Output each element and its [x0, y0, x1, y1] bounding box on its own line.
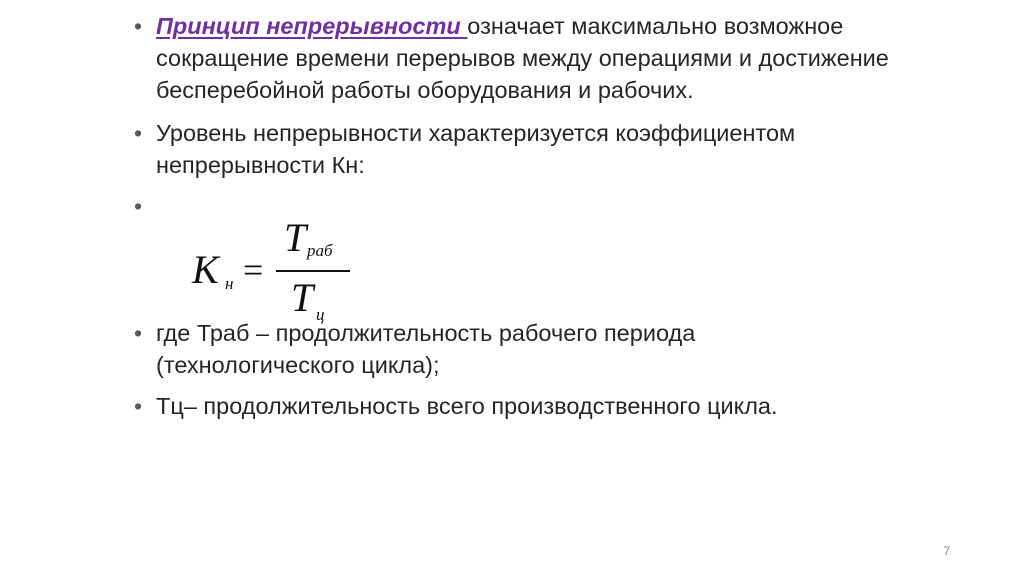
bullet-continuity-level: [134, 117, 894, 181]
formula-numerator-symbol: T: [284, 215, 307, 260]
formula-denominator-subscript: ц: [316, 305, 325, 324]
formula-fraction-bar: [276, 270, 350, 272]
continuity-coefficient-formula: [192, 215, 362, 328]
bullet-list: [134, 10, 894, 422]
page-number: 7: [943, 544, 950, 558]
bullet-continuity-principle: [134, 10, 894, 106]
term-continuity-principle: Принцип непрерывности: [156, 13, 468, 39]
bullet-text: означает максимально возможное сокращение времени перерывов между операциями и достижение бесперебойной работы оборудования и рабочих.: [156, 13, 889, 103]
formula-numerator-subscript: раб: [307, 241, 333, 260]
bullet-marker: •: [134, 320, 143, 346]
bullet-marker: •: [134, 120, 143, 146]
formula-equals: =: [243, 250, 264, 290]
bullet-text: Уровень непрерывности характеризуется коэффициентом непрерывности Кн:: [156, 120, 796, 178]
bullet-text: где Траб – продолжительность рабочего периода (технологического цикла);: [156, 320, 696, 378]
bullet-marker: •: [134, 393, 143, 419]
bullet-text: Тц– продолжительность всего производственного цикла.: [156, 393, 778, 419]
formula-lhs-subscript: н: [225, 274, 234, 293]
formula-denominator-symbol: T: [291, 275, 314, 320]
formula-lhs-symbol: K: [192, 247, 219, 292]
bullet-marker: •: [134, 13, 143, 39]
bullet-marker: •: [134, 193, 143, 219]
bullet-t-cycle-definition: [134, 390, 894, 422]
